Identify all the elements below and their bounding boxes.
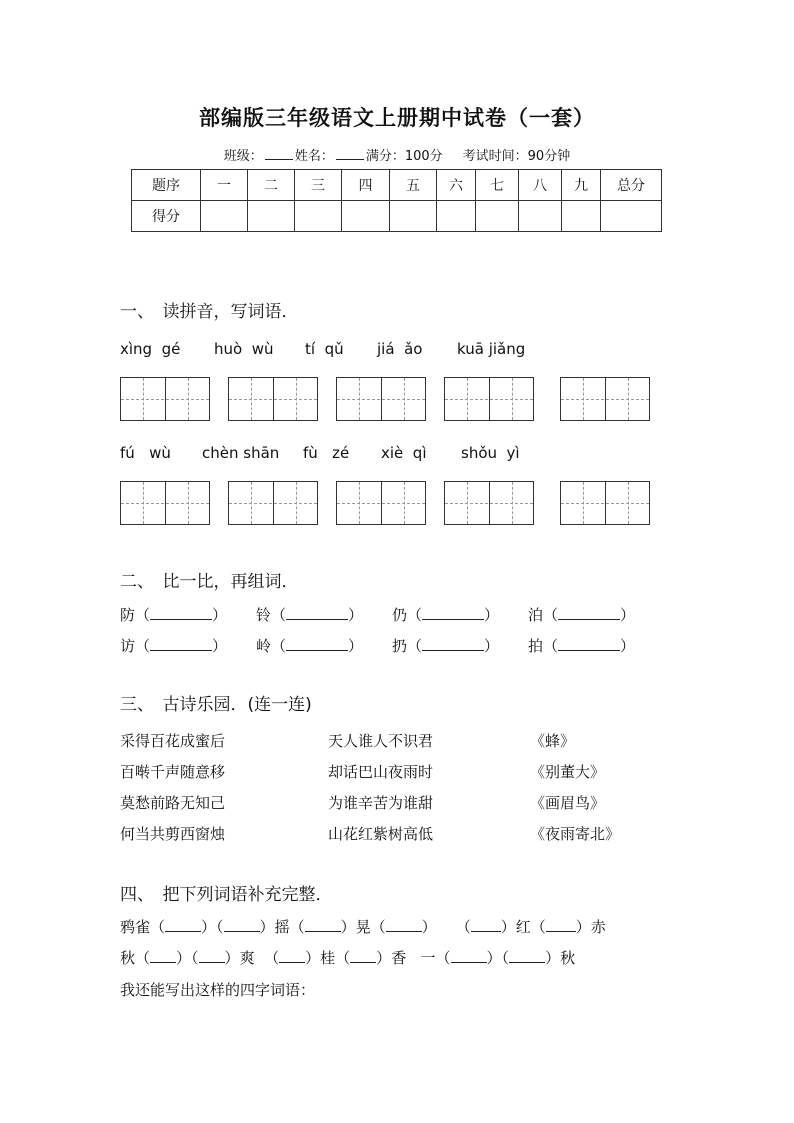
answer-blank[interactable]	[422, 636, 484, 651]
answer-blank[interactable]	[199, 948, 225, 963]
poem-line: 山花红紫树高低	[328, 825, 434, 843]
writing-grid[interactable]	[228, 481, 318, 525]
header-cell: 题序	[132, 170, 201, 201]
exam-time: 考试时间：90分钟	[462, 149, 571, 164]
poem-line: 莫愁前路无知己	[120, 794, 226, 812]
writing-grid[interactable]	[560, 481, 650, 525]
header-cell: 二	[248, 170, 295, 201]
writing-grid[interactable]	[120, 377, 210, 421]
answer-blank[interactable]	[350, 948, 376, 963]
poem-line: 百啭千声随意移	[120, 763, 226, 781]
name-label: 姓名：	[294, 149, 334, 164]
compare-item: 仍（ ）	[392, 606, 500, 624]
poem-title: 《别董大》	[530, 763, 606, 781]
header-cell: 四	[342, 170, 390, 201]
answer-blank[interactable]	[150, 605, 212, 620]
header-cell: 八	[519, 170, 562, 201]
score-table	[131, 169, 662, 232]
score-table-row	[132, 201, 662, 232]
score-cell[interactable]	[248, 201, 295, 232]
score-cell[interactable]	[601, 201, 662, 232]
pinyin-item: jiá ǎo	[377, 340, 423, 358]
answer-blank[interactable]	[305, 917, 341, 932]
compare-item: 访（ ）	[120, 637, 228, 655]
header-cell: 七	[476, 170, 519, 201]
score-cell[interactable]	[562, 201, 601, 232]
pinyin-item: xìng gé	[120, 340, 181, 358]
header-cell: 总分	[601, 170, 662, 201]
header-cell: 九	[562, 170, 601, 201]
answer-blank[interactable]	[422, 605, 484, 620]
score-cell[interactable]	[519, 201, 562, 232]
fill-line-1: 鸦雀（ ）（ ）摇（ ）晃（ ） （ ）红（ ）赤	[120, 918, 606, 936]
name-blank[interactable]	[336, 147, 364, 160]
answer-blank[interactable]	[509, 948, 545, 963]
section2-heading: 二、 比一比，再组词．	[120, 572, 299, 592]
page-title: 部编版三年级语文上册期中试卷（一套）	[199, 105, 595, 130]
writing-grid[interactable]	[560, 377, 650, 421]
poem-title: 《夜雨寄北》	[530, 825, 621, 843]
poem-title: 《蜂》	[530, 732, 576, 750]
pinyin-item: kuā jiǎng	[457, 340, 526, 358]
writing-grid[interactable]	[336, 481, 426, 525]
poem-line: 何当共剪西窗烛	[120, 825, 226, 843]
answer-blank[interactable]	[286, 605, 348, 620]
fill-line-2: 秋（ ）（ ）爽 （ ）桂（ ）香 一（ ）（ ）秋	[120, 949, 576, 967]
compare-item: 拍（ ）	[528, 637, 636, 655]
pinyin-item: huò wù	[214, 340, 274, 358]
pinyin-item: xiè qì	[381, 444, 427, 462]
answer-blank[interactable]	[279, 948, 305, 963]
answer-blank[interactable]	[165, 917, 201, 932]
compare-item: 泊（ ）	[528, 606, 636, 624]
poem-line: 却话巴山夜雨时	[328, 763, 434, 781]
full-score: 满分：100分	[365, 149, 443, 164]
writing-grid[interactable]	[444, 481, 534, 525]
answer-blank[interactable]	[471, 917, 501, 932]
answer-blank[interactable]	[286, 636, 348, 651]
poem-line: 为谁辛苦为谁甜	[328, 794, 434, 812]
info-line	[0, 145, 794, 164]
pinyin-item: chèn shān	[202, 444, 280, 462]
section1-heading: 一、 读拼音，写词语．	[120, 302, 299, 322]
answer-blank[interactable]	[546, 917, 576, 932]
poem-line: 采得百花成蜜后	[120, 732, 226, 750]
score-table-header	[132, 170, 662, 201]
answer-blank[interactable]	[386, 917, 422, 932]
pinyin-item: fù zé	[303, 444, 350, 462]
answer-blank[interactable]	[150, 636, 212, 651]
row-label: 得分	[132, 201, 201, 232]
pinyin-item: fú wù	[120, 444, 171, 462]
header-cell: 六	[437, 170, 476, 201]
answer-blank[interactable]	[558, 605, 620, 620]
header-cell: 五	[390, 170, 437, 201]
writing-grid[interactable]	[444, 377, 534, 421]
compare-item: 扔（ ）	[392, 637, 500, 655]
poem-title: 《画眉鸟》	[530, 794, 606, 812]
header-cell: 一	[201, 170, 248, 201]
writing-grid[interactable]	[120, 481, 210, 525]
answer-blank[interactable]	[224, 917, 260, 932]
answer-blank[interactable]	[558, 636, 620, 651]
class-label: 班级：	[223, 149, 263, 164]
score-cell[interactable]	[437, 201, 476, 232]
score-cell[interactable]	[295, 201, 342, 232]
writing-grid[interactable]	[228, 377, 318, 421]
section3-heading: 三、 古诗乐园．(连一连)	[120, 695, 312, 715]
section4-heading: 四、 把下列词语补充完整．	[120, 885, 333, 905]
score-cell[interactable]	[342, 201, 390, 232]
compare-item: 岭（ ）	[256, 637, 364, 655]
pinyin-item: shǒu yì	[461, 444, 520, 462]
score-cell[interactable]	[201, 201, 248, 232]
fill-line-3: 我还能写出这样的四字词语：	[120, 981, 316, 999]
answer-blank[interactable]	[451, 948, 487, 963]
header-cell: 三	[295, 170, 342, 201]
score-cell[interactable]	[390, 201, 437, 232]
writing-grid[interactable]	[336, 377, 426, 421]
answer-blank[interactable]	[150, 948, 176, 963]
compare-item: 防（ ）	[120, 606, 228, 624]
score-cell[interactable]	[476, 201, 519, 232]
pinyin-item: tí qǔ	[305, 340, 344, 358]
poem-line: 天人谁人不识君	[328, 732, 434, 750]
compare-item: 铃（ ）	[256, 606, 364, 624]
class-blank[interactable]	[265, 147, 293, 160]
